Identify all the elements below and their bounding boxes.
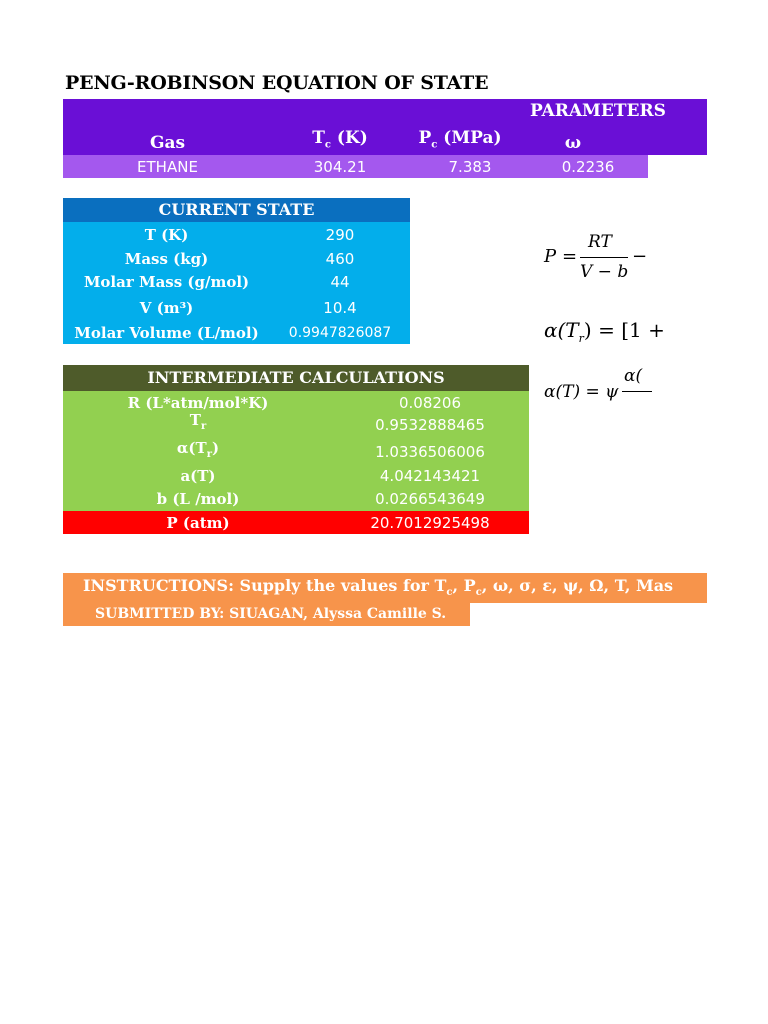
equation-alpha-tr: $\alpha(T_r) = [1$ + [544, 318, 665, 345]
ic-value-b: 0.0266543649 [375, 490, 485, 508]
cs-label-molar-volume: Molar Volume (L/mol) [74, 324, 259, 342]
eq1-denominator: V − b [580, 262, 629, 282]
cs-value-mass[interactable]: 460 [325, 250, 355, 268]
ic-value-tr: 0.9532888465 [375, 416, 485, 434]
ic-value-alpha: 1.0336506006 [375, 443, 485, 461]
current-state-header: CURRENT STATE [158, 200, 315, 219]
cs-value-temperature[interactable]: 290 [325, 226, 355, 244]
parameters-header: PARAMETERS [530, 101, 666, 121]
pc-value-cell[interactable]: 7.383 [448, 158, 492, 176]
cs-label-temperature: T (K) [144, 226, 189, 244]
col-omega-header: ω [564, 133, 582, 153]
omega-value-cell[interactable]: 0.2236 [561, 158, 615, 176]
cs-value-molar-volume[interactable]: 0.9947826087 [288, 325, 392, 341]
cs-label-molar-mass: Molar Mass (g/mol) [83, 273, 250, 291]
ic-value-pressure: 20.7012925498 [370, 514, 490, 532]
eq1-minus: − [632, 246, 648, 267]
cs-value-molar-mass[interactable]: 44 [330, 273, 350, 291]
eq1-fraction-bar [580, 257, 628, 258]
sheet-title: PENG-ROBINSON EQUATION OF STATE [65, 72, 489, 94]
eq1-numerator: RT [588, 232, 612, 252]
eq1-equals: = [562, 246, 578, 267]
ic-label-r: R (L*atm/mol*K) [127, 394, 269, 412]
ic-label-pressure: P (atm) [166, 514, 230, 532]
ic-value-r: 0.08206 [398, 394, 462, 412]
col-pc-header: $P_c$ (MPa) [418, 128, 502, 151]
ic-label-tr: $T_r$ [189, 411, 207, 432]
ic-value-a: 4.042143421 [379, 467, 481, 485]
cs-value-volume[interactable]: 10.4 [323, 299, 357, 317]
eq3-fraction-bar [622, 391, 652, 392]
col-gas-header: Gas [149, 133, 186, 153]
intermediate-header: INTERMEDIATE CALCULATIONS [147, 368, 445, 387]
submitted-by-text: SUBMITTED BY: SIUAGAN, Alyssa Camille S. [95, 606, 447, 622]
ic-label-b: b (L /mol) [156, 490, 240, 508]
eq3-numerator: α( [624, 366, 643, 386]
cs-label-mass: Mass (kg) [124, 250, 209, 268]
equation-alpha-t [540, 366, 648, 416]
equation-pressure [540, 230, 648, 290]
col-tc-header: $T_c$ (K) [312, 128, 368, 151]
cs-label-volume: V (m³) [139, 299, 194, 317]
tc-value-cell[interactable]: 304.21 [313, 158, 367, 176]
eq1-lhs: P [544, 246, 557, 267]
instructions-text: INSTRUCTIONS: Supply the values for $T_c$, $P_c$, ω, σ, ε, ψ, Ω, T, Mas [83, 576, 674, 599]
gas-value-cell[interactable]: ETHANE [137, 158, 198, 176]
eq3-lhs: α(T) = ψ [544, 382, 619, 402]
ic-label-a: a(T) [180, 467, 216, 485]
ic-label-alpha: $\alpha(T_r)$ [176, 439, 220, 460]
